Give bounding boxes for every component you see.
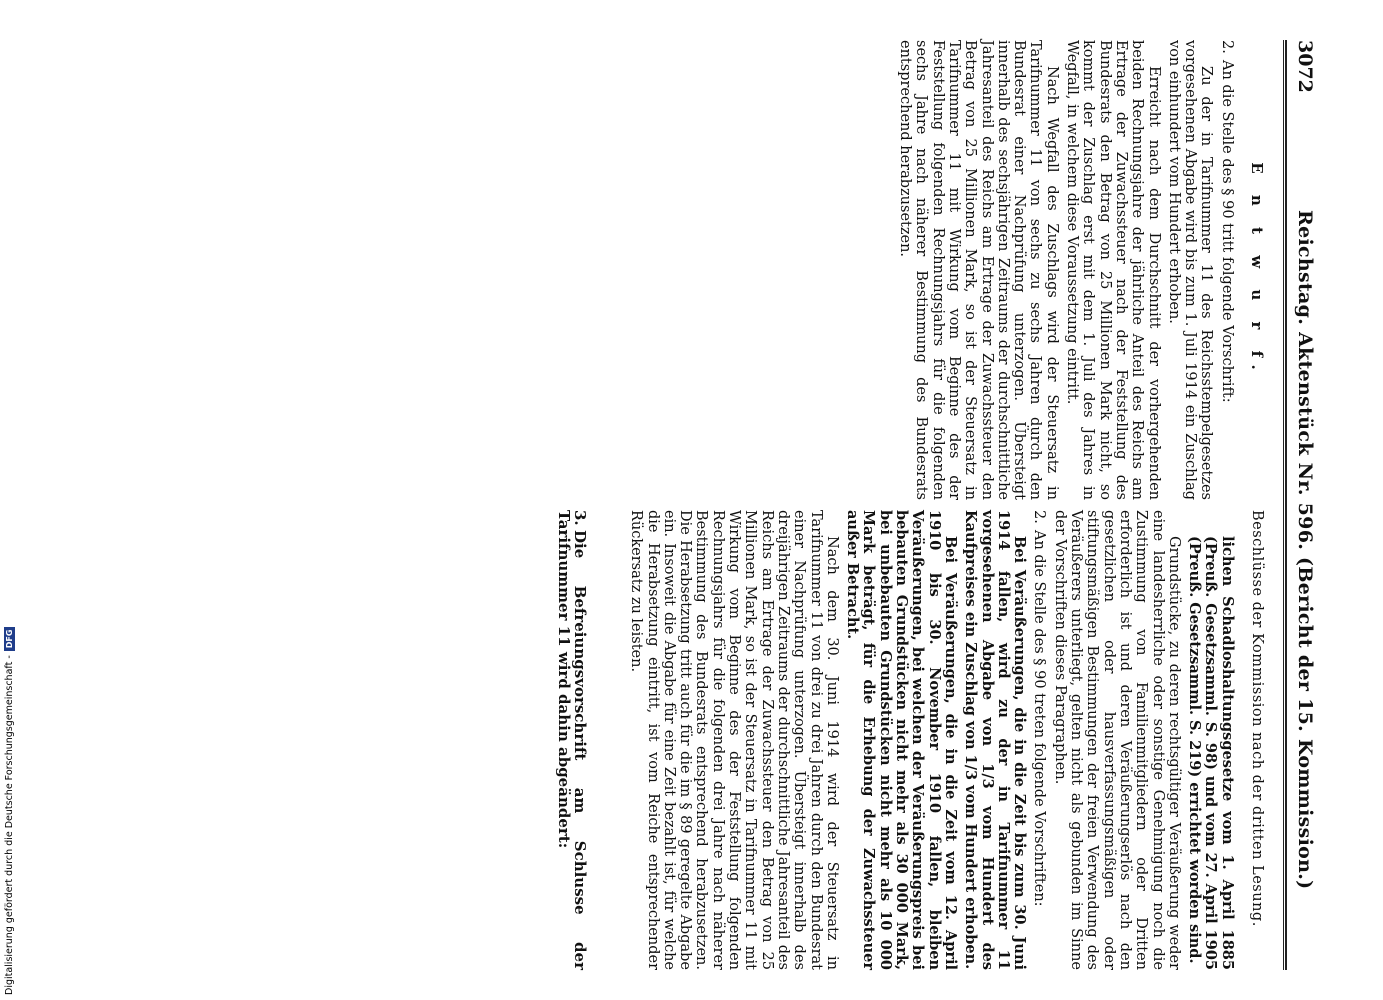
paragraph: Bei Veräußerungen, die in die Zeit bis zum 30. Juni 1914 fallen, wird zu der in Tarifnummer 11 vorgesehenen Abgabe von 1/3 vom Hundert des Kaufpreises ein Zuschlag von 1/3 vom Hundert erhoben.	[962, 510, 1029, 970]
column-heading-beschluesse: Beschlüsse der Kommission nach der dritten Lesung.	[1249, 510, 1265, 927]
dfg-logo[interactable]: DFG	[4, 627, 15, 652]
item-3	[555, 510, 588, 970]
paragraph: Nach Wegfall des Zuschlags wird der Steuersatz in Tarifnummer 11 von sechs zu sechs Jahren durch den Bundesrat einer Nachprüfung unterzogen. Übersteigt innerhalb des sechsjährigen Zeitraums der durchschnittliche Jahresanteil des Reichs am Ertrage der Zuwachssteuer den Betrag von 25 Millionen Mark, so ist der Steuersatz in Tarifnummer 11 mit Wirkung vom Beginne des der Feststellung folgenden Rechnungsjahrs für die folgenden sechs Jahre nach näherer Bestimmung des Bundesrats entsprechend herabzusetzen.	[897, 40, 1060, 500]
column-beschluesse	[551, 510, 1265, 970]
item-lead-text: An die Stelle des § 90 tritt folgende Vorschrift:	[1218, 60, 1235, 403]
column-heading-entwurf: E n t w u r f.	[1248, 162, 1266, 378]
item-2-lead	[1031, 510, 1047, 970]
item-lead-text: An die Stelle des § 90 treten folgende Vorschriften:	[1031, 530, 1048, 907]
item-number: 2.	[1031, 510, 1048, 524]
column-entwurf	[893, 40, 1265, 500]
credit-text: Digitalisierung gefördert durch die Deutsche Forschungsgemeinschaft -	[4, 655, 15, 995]
item-3-text: Die Befreiungsvorschrift am Schlusse der Tarifnummer 11 wird dahin abgeändert:	[554, 510, 590, 970]
header-rule	[1283, 40, 1287, 970]
paragraph: Bei Veräußerungen, die in die Zeit vom 12. April 1910 bis 30. November 1910 fallen, bleiben Veräußerungen, bei welchen der Veräußerungspreis bei bebauten Grundstücken nicht mehr als 30 000 Mark, bei unbebauten Grundstücken nicht mehr als 10 000 Mark beträgt, für die Erhebung der Zuwachssteuer außer Betracht.	[844, 510, 959, 970]
paragraph: Erreicht nach dem Durchschnitt der vorhergehenden beiden Rechnungsjahre der jährliche Anteil des Reichs am Ertrage der Zuwachssteuer nach der Feststellung des Bundesrats den Betrag von 25 Millionen Mark nicht, so kommt der Zuschlag erst mit dem 1. Juli des Jahres in Wegfall, in welchem diese Voraussetzung eintritt.	[1064, 40, 1162, 500]
rotated-page	[220, 40, 1320, 970]
digitization-credit	[4, 627, 15, 995]
paragraph: Grundstücke, zu deren rechtsgültiger Veräußerung weder eine landesherrliche oder sonstige Genehmigung noch die Zustimmung von Familienmitgliedern oder Dritten erforderlich ist und deren Veräußerungserlös nach den gesetzlichen oder hausverfassungsmäßigen oder stiftungsmäßigen Bestimmungen der freien Verwendung des Veräußerers unterliegt, gelten nicht als gebunden im Sinne der Vorschriften dieses Paragraphen.	[1051, 510, 1182, 970]
item-number: 2.	[1218, 40, 1235, 54]
item-2-lead	[1218, 40, 1234, 500]
page-header	[1290, 40, 1320, 970]
paragraph: Zu der in Tarifnummer 11 des Reichsstempelgesetzes vorgesehenen Abgabe wird bis zum 1. Juli 1914 ein Zuschlag von einhundert vom Hundert erhoben.	[1165, 40, 1215, 500]
item-number: 3.	[571, 510, 590, 526]
paragraph: Nach dem 30. Juni 1914 wird der Steuersatz in Tarifnummer 11 von drei zu drei Jahren durch den Bundesrat einer Nachprüfung unterzogen. Übersteigt innerhalb des dreijährigen Zeitraums der durchschnittliche Jahresanteil des Reichs am Ertrage der Zuwachssteuer den Betrag von 25 Millionen Mark, so ist der Steuersatz in Tarifnummer 11 mit Wirkung vom Beginne des der Feststellung folgenden Rechnungsjahrs für die folgenden drei Jahre nach näherer Bestimmung des Bundesrats entsprechend herabzusetzen. Die Herabsetzung tritt auch für die im § 89 geregelte Abgabe ein. Insoweit die Abgabe für eine Zeit bezahlt ist, für welche die Herabsetzung eintritt, ist vom Reiche entsprechender Rückersatz zu leisten.	[628, 510, 840, 970]
continuation-text: lichen Schadloshaltungsgesetze vom 1. April 1885 (Preuß. Gesetzsamml. S. 98) und vom 27. April 1905 (Preuß. Gesetzsamml. S. 219) errichtet worden sind.	[1186, 536, 1236, 970]
page-number: 3072	[1294, 40, 1316, 93]
running-title: Reichstag. Aktenstück Nr. 596. (Bericht der 15. Kommission.)	[1294, 210, 1316, 890]
